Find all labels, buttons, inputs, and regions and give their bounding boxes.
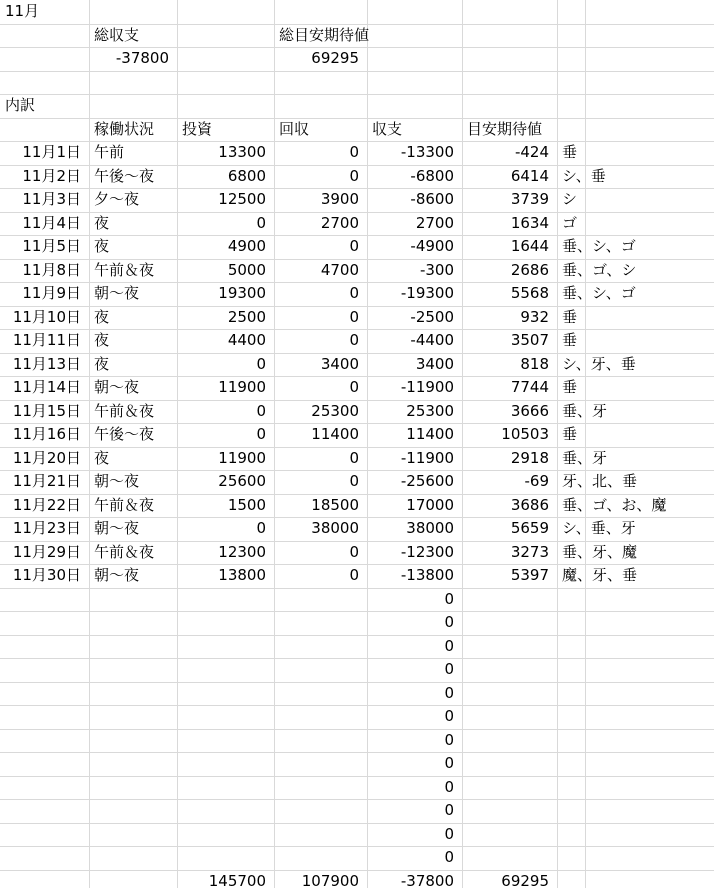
row-note[interactable]: 垂 <box>562 143 578 161</box>
row-date[interactable]: 11月2日 <box>22 167 81 185</box>
row-recover[interactable]: 0 <box>349 284 359 302</box>
row-balance[interactable]: -11900 <box>400 378 454 396</box>
row-status[interactable]: 午前＆夜 <box>94 496 155 514</box>
row-balance[interactable]: 3400 <box>415 355 454 373</box>
row-note[interactable]: 垂、ゴ、シ <box>562 261 637 279</box>
row-status[interactable]: 夜 <box>94 214 110 232</box>
row-status[interactable]: 夕～夜 <box>94 190 140 208</box>
row-note[interactable]: 垂 <box>562 425 578 443</box>
row-date[interactable]: 11月4日 <box>22 214 81 232</box>
empty-row-balance[interactable]: 0 <box>444 778 454 796</box>
row-status[interactable]: 夜 <box>94 355 110 373</box>
row-invest[interactable]: 13800 <box>218 566 266 584</box>
row-expected[interactable]: 5568 <box>510 284 549 302</box>
row-invest[interactable]: 6800 <box>227 167 266 185</box>
total-expected-value[interactable]: 69295 <box>311 49 359 67</box>
row-status[interactable]: 朝～夜 <box>94 472 140 490</box>
row-date[interactable]: 11月5日 <box>22 237 81 255</box>
row-status[interactable]: 夜 <box>94 237 110 255</box>
row-expected[interactable]: 2918 <box>510 449 549 467</box>
row-note[interactable]: シ、垂 <box>562 167 606 185</box>
row-invest[interactable]: 0 <box>256 519 266 537</box>
row-date[interactable]: 11月29日 <box>12 543 81 561</box>
row-note[interactable]: 垂、ゴ、お、魔 <box>562 496 667 514</box>
row-invest[interactable]: 4900 <box>227 237 266 255</box>
row-expected[interactable]: -424 <box>514 143 549 161</box>
row-balance[interactable]: -6800 <box>410 167 454 185</box>
row-balance[interactable]: 38000 <box>406 519 454 537</box>
row-invest[interactable]: 0 <box>256 402 266 420</box>
grid-column-line <box>557 0 558 888</box>
row-balance[interactable]: -25600 <box>400 472 454 490</box>
row-expected[interactable]: 932 <box>520 308 549 326</box>
row-status[interactable]: 朝～夜 <box>94 284 140 302</box>
row-note[interactable]: 牙、北、垂 <box>562 472 638 490</box>
row-recover[interactable]: 0 <box>349 237 359 255</box>
total-expected-label[interactable]: 総目安期待値 <box>279 26 370 44</box>
row-status[interactable]: 午後～夜 <box>94 425 155 443</box>
empty-row-balance[interactable]: 0 <box>444 613 454 631</box>
row-expected[interactable]: 5659 <box>510 519 549 537</box>
header-balance[interactable]: 収支 <box>372 120 403 138</box>
row-date[interactable]: 11月9日 <box>22 284 81 302</box>
row-balance[interactable]: -4400 <box>410 331 454 349</box>
grid-row-line <box>0 823 714 824</box>
row-note[interactable]: 垂、牙 <box>562 449 608 467</box>
grid-row-line <box>0 799 714 800</box>
row-status[interactable]: 午前＆夜 <box>94 543 155 561</box>
grid-row-line <box>0 846 714 847</box>
row-expected[interactable]: 3666 <box>510 402 549 420</box>
grid-row-line <box>0 635 714 636</box>
grid-row-line <box>0 94 714 95</box>
row-note[interactable]: 垂 <box>562 331 578 349</box>
row-note[interactable]: シ、垂、牙 <box>562 519 636 537</box>
empty-row-balance[interactable]: 0 <box>444 684 454 702</box>
row-recover[interactable]: 3400 <box>320 355 359 373</box>
total-recover[interactable]: 107900 <box>301 872 359 890</box>
row-note[interactable]: 垂 <box>562 378 578 396</box>
row-invest[interactable]: 19300 <box>218 284 266 302</box>
row-note[interactable]: 垂、シ、ゴ <box>562 284 636 302</box>
row-recover[interactable]: 18500 <box>311 496 359 514</box>
row-expected[interactable]: 1644 <box>510 237 549 255</box>
row-expected[interactable]: 3273 <box>510 543 549 561</box>
total-balance-value[interactable]: -37800 <box>115 49 169 67</box>
row-balance[interactable]: 17000 <box>406 496 454 514</box>
grid-row-line <box>0 682 714 683</box>
empty-row-balance[interactable]: 0 <box>444 754 454 772</box>
row-date[interactable]: 11月1日 <box>22 143 81 161</box>
row-expected[interactable]: 5397 <box>510 566 549 584</box>
row-date[interactable]: 11月13日 <box>12 355 81 373</box>
row-invest[interactable]: 4400 <box>227 331 266 349</box>
row-expected[interactable]: 3739 <box>510 190 549 208</box>
row-status[interactable]: 朝～夜 <box>94 566 140 584</box>
row-status[interactable]: 午前＆夜 <box>94 261 155 279</box>
row-date[interactable]: 11月20日 <box>12 449 81 467</box>
row-invest[interactable]: 0 <box>256 425 266 443</box>
row-status[interactable]: 朝～夜 <box>94 519 140 537</box>
empty-row-balance[interactable]: 0 <box>444 731 454 749</box>
row-invest[interactable]: 0 <box>256 355 266 373</box>
row-date[interactable]: 11月8日 <box>22 261 81 279</box>
row-date[interactable]: 11月30日 <box>12 566 81 584</box>
row-balance[interactable]: -300 <box>419 261 454 279</box>
row-balance[interactable]: -19300 <box>400 284 454 302</box>
row-invest[interactable]: 0 <box>256 214 266 232</box>
total-expected[interactable]: 69295 <box>501 872 549 890</box>
row-recover[interactable]: 3900 <box>320 190 359 208</box>
row-invest[interactable]: 2500 <box>227 308 266 326</box>
header-expected[interactable]: 目安期待値 <box>467 120 543 138</box>
row-status[interactable]: 夜 <box>94 331 110 349</box>
row-note[interactable]: 垂 <box>562 308 578 326</box>
empty-row-balance[interactable]: 0 <box>444 660 454 678</box>
total-invest[interactable]: 145700 <box>208 872 266 890</box>
empty-row-balance[interactable]: 0 <box>444 637 454 655</box>
empty-row-balance[interactable]: 0 <box>444 801 454 819</box>
row-expected[interactable]: 6414 <box>510 167 549 185</box>
header-recover[interactable]: 回収 <box>279 120 310 138</box>
row-balance[interactable]: -12300 <box>400 543 454 561</box>
row-status[interactable]: 夜 <box>94 308 110 326</box>
row-expected[interactable]: 3507 <box>510 331 549 349</box>
row-invest[interactable]: 11900 <box>218 378 266 396</box>
row-recover[interactable]: 0 <box>349 308 359 326</box>
row-invest[interactable]: 12500 <box>218 190 266 208</box>
row-expected[interactable]: -69 <box>524 472 549 490</box>
row-balance[interactable]: -13800 <box>400 566 454 584</box>
row-expected[interactable]: 1634 <box>510 214 549 232</box>
row-date[interactable]: 11月21日 <box>12 472 81 490</box>
total-balance-label[interactable]: 総収支 <box>94 26 140 44</box>
row-note[interactable]: 魔、牙、垂 <box>562 566 638 584</box>
grid-column-line <box>89 0 90 888</box>
row-expected[interactable]: 10503 <box>501 425 549 443</box>
grid-row-line <box>0 611 714 612</box>
row-note[interactable]: シ、牙、垂 <box>562 355 636 373</box>
row-invest[interactable]: 25600 <box>218 472 266 490</box>
empty-row-balance[interactable]: 0 <box>444 848 454 866</box>
grid-row-line <box>0 658 714 659</box>
row-balance[interactable]: -8600 <box>410 190 454 208</box>
row-status[interactable]: 午前 <box>94 143 125 161</box>
row-balance[interactable]: 25300 <box>406 402 454 420</box>
row-recover[interactable]: 0 <box>349 543 359 561</box>
row-recover[interactable]: 0 <box>349 472 359 490</box>
row-recover[interactable]: 38000 <box>311 519 359 537</box>
row-expected[interactable]: 3686 <box>510 496 549 514</box>
row-status[interactable]: 午後～夜 <box>94 167 155 185</box>
total-balance[interactable]: -37800 <box>400 872 454 890</box>
row-recover[interactable]: 25300 <box>311 402 359 420</box>
breakdown-label[interactable]: 内訳 <box>5 96 36 114</box>
row-date[interactable]: 11月11日 <box>12 331 81 349</box>
row-expected[interactable]: 818 <box>520 355 549 373</box>
row-note[interactable]: 垂、シ、ゴ <box>562 237 636 255</box>
row-recover[interactable]: 0 <box>349 331 359 349</box>
row-recover[interactable]: 11400 <box>311 425 359 443</box>
grid-row-line <box>0 729 714 730</box>
row-recover[interactable]: 0 <box>349 167 359 185</box>
row-recover[interactable]: 2700 <box>320 214 359 232</box>
row-status[interactable]: 夜 <box>94 449 110 467</box>
row-balance[interactable]: 2700 <box>415 214 454 232</box>
row-date[interactable]: 11月22日 <box>12 496 81 514</box>
row-note[interactable]: シ <box>562 190 578 208</box>
row-date[interactable]: 11月14日 <box>12 378 81 396</box>
grid-row-line <box>0 71 714 72</box>
empty-row-balance[interactable]: 0 <box>444 825 454 843</box>
header-invest[interactable]: 投資 <box>182 120 213 138</box>
row-date[interactable]: 11月16日 <box>12 425 81 443</box>
row-date[interactable]: 11月15日 <box>12 402 81 420</box>
grid-row-line <box>0 752 714 753</box>
row-balance[interactable]: -11900 <box>400 449 454 467</box>
row-recover[interactable]: 4700 <box>320 261 359 279</box>
grid-row-line <box>0 588 714 589</box>
row-expected[interactable]: 2686 <box>510 261 549 279</box>
empty-row-balance[interactable]: 0 <box>444 707 454 725</box>
row-balance[interactable]: -2500 <box>410 308 454 326</box>
row-status[interactable]: 午前＆夜 <box>94 402 155 420</box>
row-invest[interactable]: 5000 <box>227 261 266 279</box>
row-recover[interactable]: 0 <box>349 143 359 161</box>
row-invest[interactable]: 13300 <box>218 143 266 161</box>
row-status[interactable]: 朝～夜 <box>94 378 140 396</box>
row-note[interactable]: 垂、牙 <box>562 402 608 420</box>
grid-row-line <box>0 705 714 706</box>
header-status[interactable]: 稼働状況 <box>94 120 155 138</box>
row-note[interactable]: ゴ <box>562 214 578 232</box>
row-balance[interactable]: -4900 <box>410 237 454 255</box>
row-date[interactable]: 11月3日 <box>22 190 81 208</box>
row-date[interactable]: 11月10日 <box>12 308 81 326</box>
row-invest[interactable]: 12300 <box>218 543 266 561</box>
grid-row-line <box>0 776 714 777</box>
row-recover[interactable]: 0 <box>349 449 359 467</box>
row-note[interactable]: 垂、牙、魔 <box>562 543 638 561</box>
row-expected[interactable]: 7744 <box>510 378 549 396</box>
row-balance[interactable]: 11400 <box>406 425 454 443</box>
row-date[interactable]: 11月23日 <box>12 519 81 537</box>
row-recover[interactable]: 0 <box>349 566 359 584</box>
month-label[interactable]: 11月 <box>5 2 40 20</box>
empty-row-balance[interactable]: 0 <box>444 590 454 608</box>
row-recover[interactable]: 0 <box>349 378 359 396</box>
row-invest[interactable]: 11900 <box>218 449 266 467</box>
row-balance[interactable]: -13300 <box>400 143 454 161</box>
row-invest[interactable]: 1500 <box>227 496 266 514</box>
